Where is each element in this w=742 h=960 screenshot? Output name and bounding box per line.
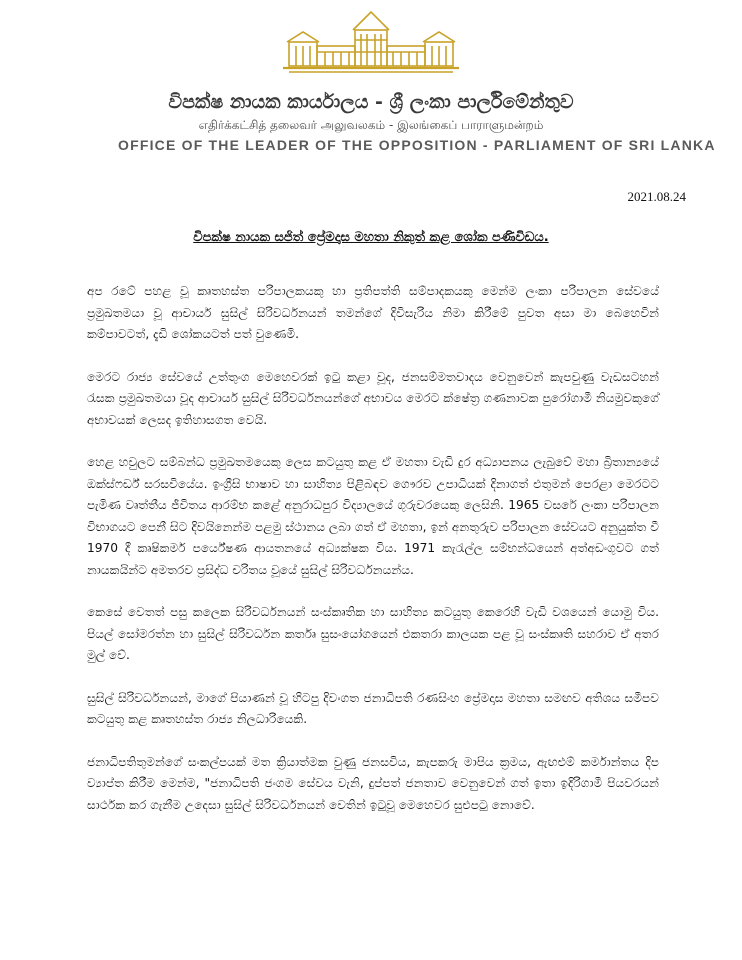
parliament-building-icon	[283, 8, 459, 76]
letterhead-title-sinhala: විපක්ෂ නායක කාර්යාලය - ශ්‍රී ලංකා පාර්ලිමේන්තුව	[168, 91, 574, 113]
letterhead-title-tamil: எதிர்க்கட்சித் தலைவர் அலுவலகம் - இலங்கைப் பாராளுமன்றம்	[198, 118, 544, 132]
paragraph: කෙසේ වෙතත් පසු කලෙක සිරිවර්ධනයන් සංස්කෘතික හා සාහිත්‍ය කටයුතු කෙරෙහි වැඩි වශයෙන් යොමු විය. පියල් සෝමරත්න හා සුසිල් සිරිවර්ධන කර්තෘ සුසංයෝගයෙන් එකතරා කාලයක පළ වූ සංස්කෘති සහරාව ඒ අතර මුල් වේ.	[87, 605, 659, 662]
paragraph: සුසිල් සිරිවර්ධනයන්, මාගේ පියාණන් වූ හිටපු දිවංගත ජනාධිපති රණසිංහ ප්‍රේමදාස මහතා සමඟව අතිශය සමීපව කටයුතු කළ කෘතහස්ත රාජ්‍ය නිලධාරියෙකි.	[87, 690, 659, 726]
letterhead-title-english: OFFICE OF THE LEADER OF THE OPPOSITION - PARLIAMENT OF SRI LANKA	[118, 137, 716, 153]
paragraph: හෙළ හවුලට සම්බන්ධ ප්‍රමුඛතමයෙකු ලෙස කටයුතු කළ ඒ මහතා වැඩි දුර අධ්‍යාපනය ලැබුවේ මහා බ්‍රිතාන්‍යයේ ඔක්ස්ෆර්ඩ් සරසවියේය. ඉංග්‍රීසි භාෂාව හා සාහිත්‍ය පිළිබඳව ගෞරව උපාධියක් දිනාගත් එතුමන් පෙරළා මෙරටට පැමිණ වෘත්තීය ජීවිතය ආරම්භ කළේ අනුරාධපුර විද්‍යාලයේ ගුරුවරයෙකු ලෙසිනි. 1965 වසරේ ලංකා පරිපාලන විභාගයට පෙනී සිට දිවයිනෙන්ම පළමු ස්ථානය ලබා ගත් ඒ මහතා, ඉන් අනතුරුව පරිපාලන සේවයට අනුයුක්ත වී 1970 දී කෘෂිකර්ම පර්යේෂණ ආයතනයේ අධ්‍යක්ෂක විය. 1971 කැරැල්ල සම්භන්ධයෙන් අත්අඩංගුවට ගත් නායකයින්ට අමතරව ප්‍රසිද්ධ චරිතය වූයේ සුසිල් සිරිවර්ධනයන්ය.	[87, 455, 659, 577]
document-title: විපක්ෂ නායක සජිත් ප්‍රේමදාස මහතා නිකුත් කළ ශෝක පණිවිඩය.	[193, 230, 549, 245]
document-date: 2021.08.24	[627, 189, 686, 204]
paragraph: මෙරට රාජ්‍ය සේවයේ උත්තුංග මෙහෙවරක් ඉටු කළා වූද, ජනසම්මතවාදය වෙනුවෙන් කැපවුණු වැඩසටහන් රැසක ප්‍රමුඛතමයා වූද ආචාර්ය සුසිල් සිරිවර්ධනයන්ගේ අභාවය මෙරට ක්ෂේත්‍ර ගණනාවක පුරෝගාමී නියමුවකුගේ අභාවයක් ලෙසද ඉතිහාසගත වෙයි.	[87, 369, 659, 427]
paragraph: අප රටේ පහළ වූ කෘතහස්ත පරිපාලකයකු හා ප්‍රතිපත්ති සම්පාදකයකු මෙන්ම ලංකා පරිපාලන සේවයේ ප්‍රමුඛතමයා වූ ආචාර්ය සුසිල් සිරිවර්ධනයන් තමන්ගේ දිවිසැරිය නිමා කිරීමේ පුවත අසා මා බෙහෙවින් කම්පාවටත්, දැඩි ශෝකයටත් පත් වුණෙමි.	[87, 284, 659, 341]
document-body	[87, 281, 659, 837]
paragraph: ජනාධිපතිතුමන්ගේ සංකල්පයක් මත ක්‍රියාත්මක වුණු ජනසවිය, කැපකරු මාපිය ක්‍රමය, ඇඟළුම් කර්මාන්තය දිප ව්‍යාප්ත කිරීම මෙන්ම, "ජනාධිපති ජංගම සේවය වැනි, දුප්පත් ජනතාව වෙනුවෙන් ගත් ඉතා ඉදිරිගාමී පියවරයන් සාර්ථක කර ගැනීම උදෙසා සුසිල් සිරිවර්ධනයන් වෙතින් ඉටුවූ මෙහෙවර සුළුපටු නොවේ.	[87, 754, 659, 812]
letterhead	[0, 0, 742, 160]
